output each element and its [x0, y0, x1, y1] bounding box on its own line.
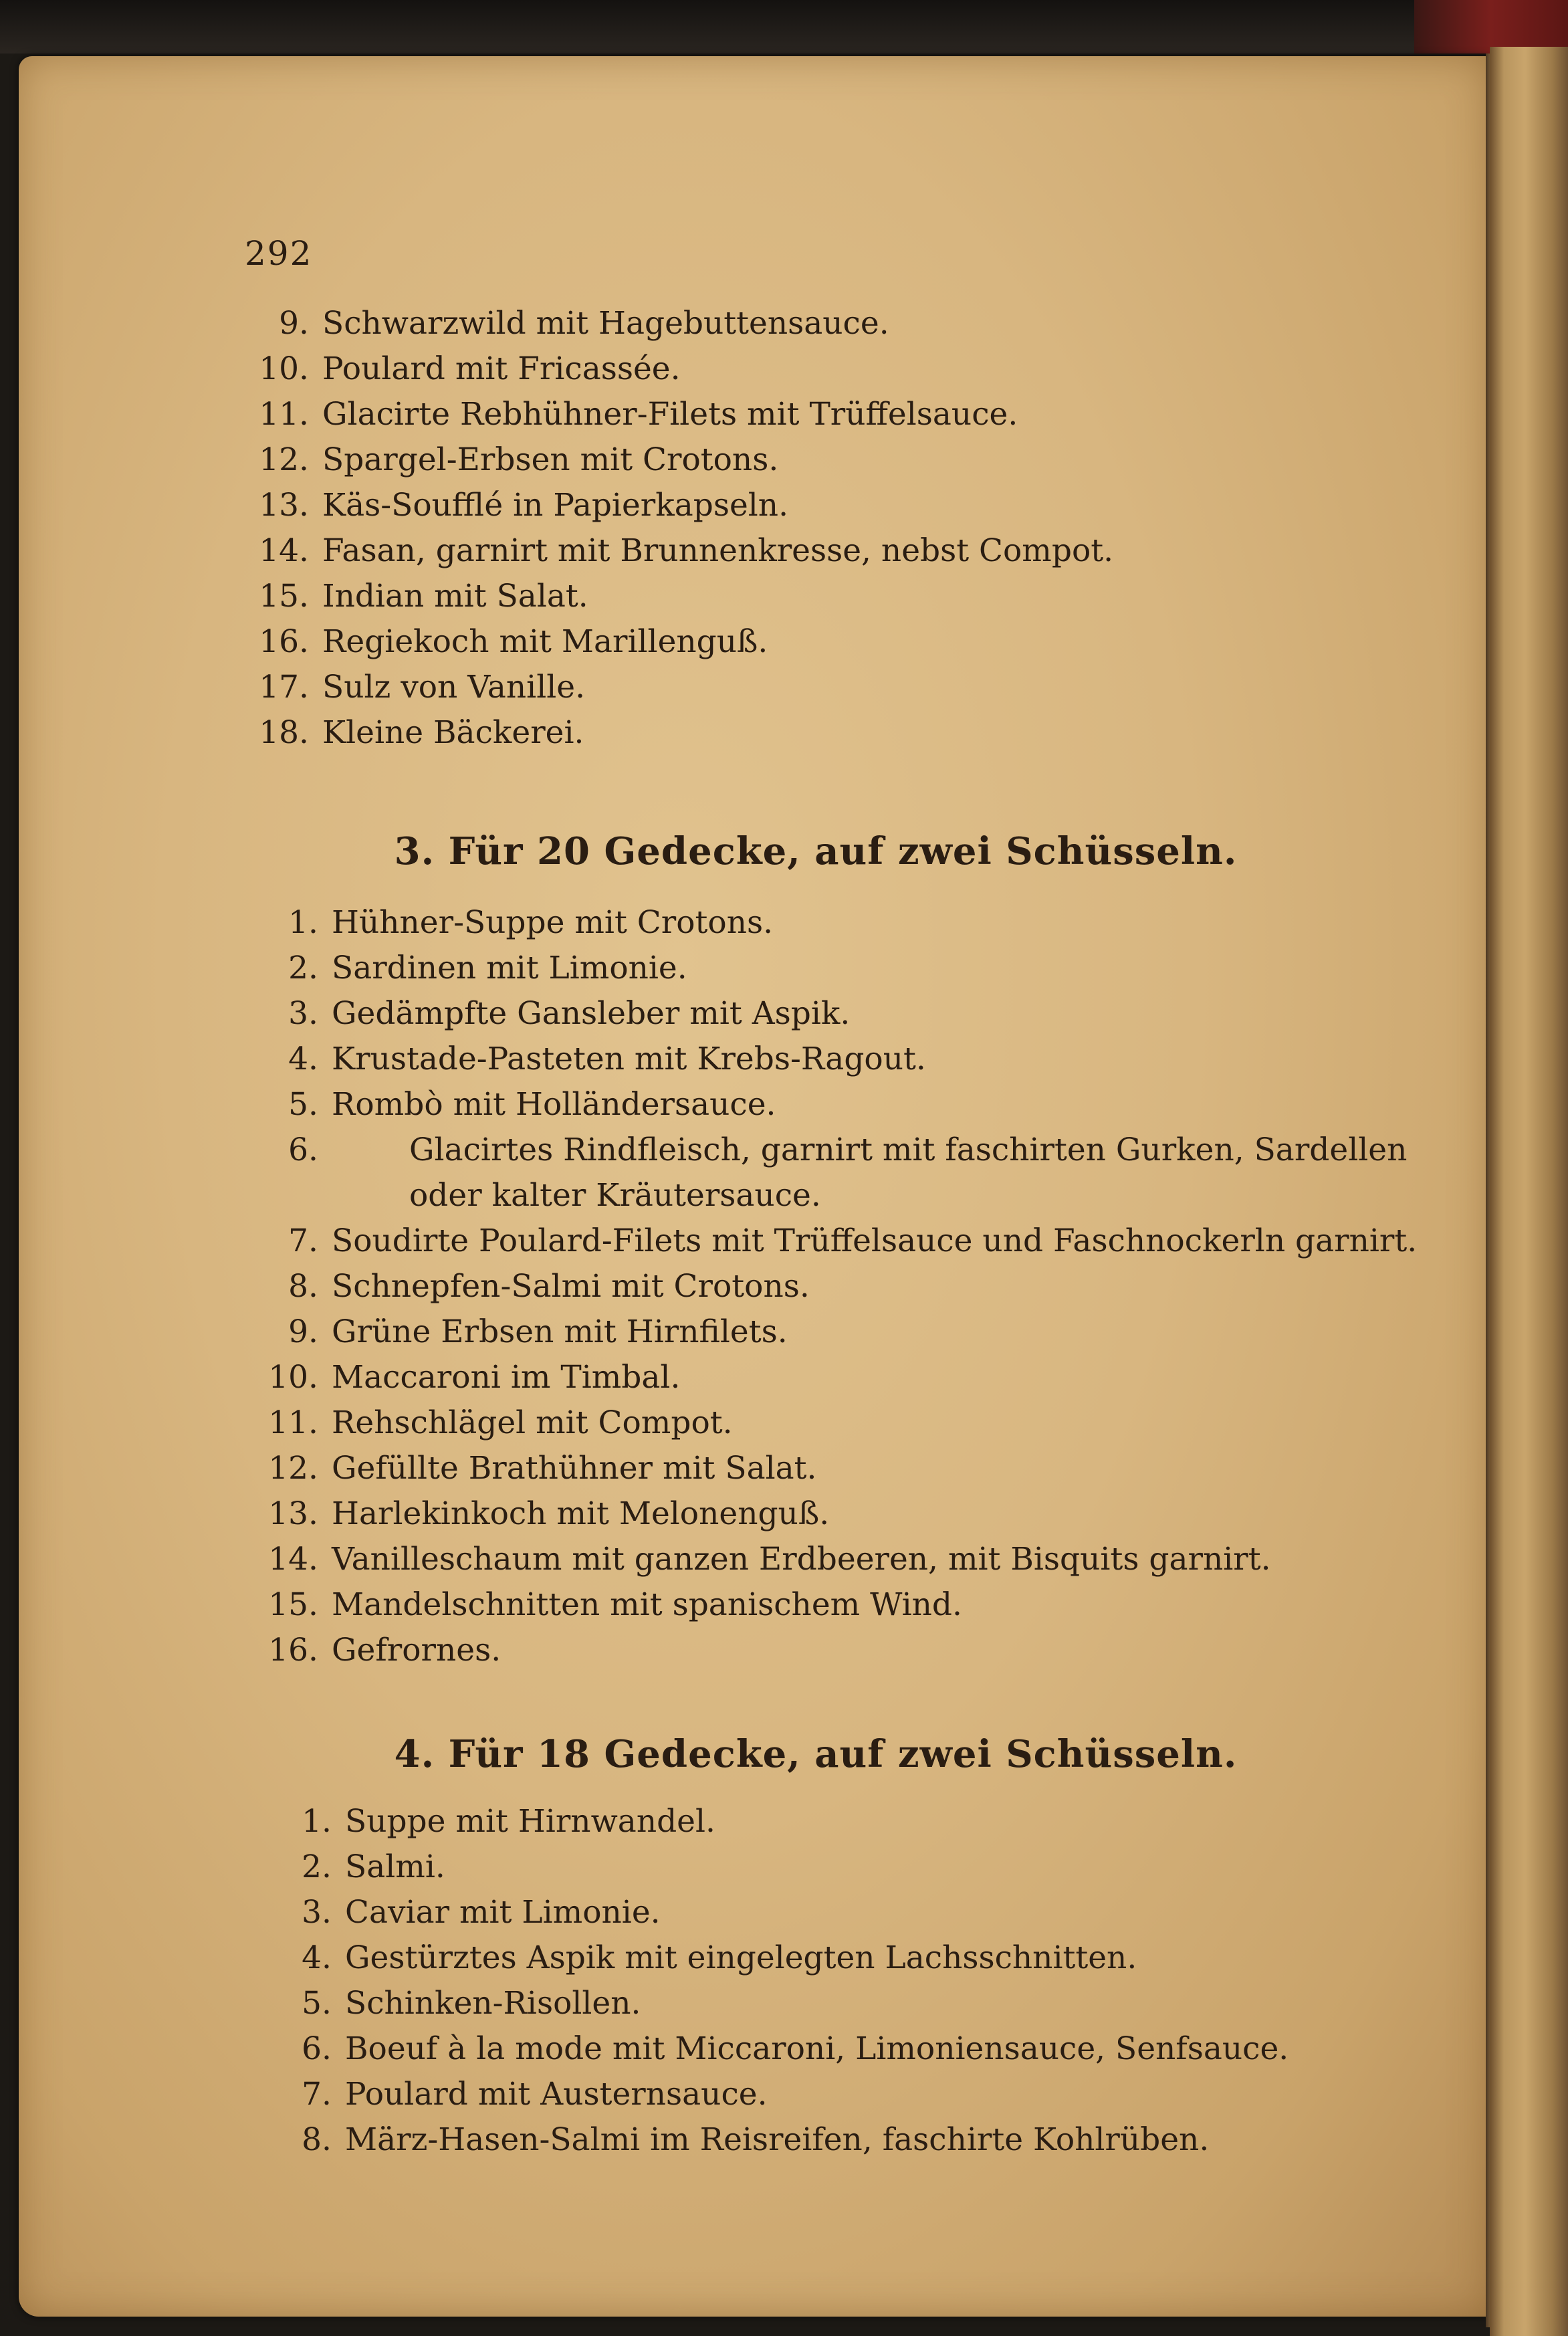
item-number: 5.	[288, 1086, 318, 1123]
list-item	[254, 1082, 1377, 1128]
item-text: Boeuf à la mode mit Miccaroni, Limoniensauce, Senfsauce.	[345, 2030, 1289, 2067]
list-item	[245, 301, 1355, 346]
list-item	[254, 1446, 1377, 1491]
page-number: 292	[245, 234, 313, 273]
list-item	[254, 1037, 1377, 1082]
item-number: 11.	[268, 1404, 318, 1441]
item-number: 6.	[288, 1132, 318, 1168]
item-number: 5.	[302, 1985, 332, 2022]
item-number: 15.	[268, 1586, 318, 1623]
item-text: Suppe mit Hirnwandel.	[345, 1803, 715, 1840]
item-number: 12.	[259, 441, 309, 478]
list-item	[254, 1309, 1377, 1355]
item-text: Fasan, garnirt mit Brunnenkresse, nebst Compot.	[322, 532, 1114, 569]
item-number: 11.	[259, 396, 309, 433]
item-number: 7.	[302, 2076, 332, 2113]
list-item	[254, 991, 1377, 1037]
menu-list-20-covers	[254, 900, 1418, 1673]
item-text: Poulard mit Fricassée.	[322, 350, 681, 387]
item-text: Schwarzwild mit Hagebuttensauce.	[322, 305, 889, 342]
item-number: 9.	[288, 1313, 318, 1350]
list-item	[267, 1890, 1391, 1935]
list-item	[254, 1355, 1377, 1400]
list-item	[267, 1844, 1391, 1890]
list-item	[245, 346, 1355, 392]
item-number: 2.	[288, 950, 318, 986]
item-text: Spargel-Erbsen mit Crotons.	[322, 441, 779, 478]
item-text: Grüne Erbsen mit Hirnfilets.	[332, 1313, 788, 1350]
item-text: Gefüllte Brathühner mit Salat.	[332, 1450, 817, 1487]
item-text: März-Hasen-Salmi im Reisreifen, faschirte Kohlrüben.	[345, 2121, 1210, 2158]
item-number: 17.	[259, 669, 309, 706]
list-item	[254, 946, 1377, 991]
item-text: Schnepfen-Salmi mit Crotons.	[332, 1268, 810, 1305]
item-text: Maccaroni im Timbal.	[332, 1359, 681, 1396]
list-item	[254, 1128, 1408, 1218]
list-item	[267, 2026, 1391, 2072]
list-item	[245, 392, 1355, 437]
list-item	[267, 2117, 1391, 2163]
item-number: 4.	[288, 1041, 318, 1077]
item-text: Glacirtes Rindfleisch, garnirt mit faschirten Gurken, Sardellen oder kalter Kräutersauce.	[409, 1132, 1408, 1214]
item-number: 12.	[268, 1450, 318, 1487]
item-number: 16.	[268, 1632, 318, 1669]
item-number: 13.	[259, 487, 309, 524]
item-text: Gefrornes.	[332, 1632, 501, 1669]
item-text: Gestürztes Aspik mit eingelegten Lachsschnitten.	[345, 1939, 1137, 1976]
item-text: Kleine Bäckerei.	[322, 714, 584, 751]
list-item	[245, 574, 1355, 619]
item-number: 6.	[302, 2030, 332, 2067]
item-number: 8.	[288, 1268, 318, 1305]
list-item	[245, 710, 1355, 756]
item-number: 9.	[279, 305, 309, 342]
list-item	[267, 2072, 1391, 2117]
item-number: 14.	[259, 532, 309, 569]
item-number: 1.	[302, 1803, 332, 1840]
item-text: Rehschlägel mit Compot.	[332, 1404, 733, 1441]
item-number: 18.	[259, 714, 309, 751]
list-item	[254, 1628, 1377, 1673]
item-number: 8.	[302, 2121, 332, 2158]
item-text: Gedämpfte Gansleber mit Aspik.	[332, 995, 851, 1032]
item-number: 3.	[288, 995, 318, 1032]
list-item	[254, 1264, 1377, 1309]
item-text: Regiekoch mit Marillenguß.	[322, 623, 768, 660]
list-item	[254, 1537, 1377, 1582]
list-item	[254, 1491, 1377, 1537]
list-item	[267, 1935, 1391, 1981]
list-item	[245, 665, 1355, 710]
list-item	[245, 619, 1355, 665]
menu-list-18-covers	[267, 1799, 1391, 2163]
item-number: 15.	[259, 578, 309, 615]
list-item	[245, 528, 1355, 574]
item-text: Schinken-Risollen.	[345, 1985, 641, 2022]
item-text: Poulard mit Austernsauce.	[345, 2076, 768, 2113]
item-text: Sulz von Vanille.	[322, 669, 586, 706]
item-text: Indian mit Salat.	[322, 578, 588, 615]
item-text: Mandelschnitten mit spanischem Wind.	[332, 1586, 962, 1623]
list-item	[245, 437, 1355, 483]
section-heading-18-covers: 4. Für 18 Gedecke, auf zwei Schüsseln.	[394, 1732, 1238, 1776]
list-item	[254, 900, 1377, 946]
list-item	[267, 1799, 1391, 1844]
item-text: Soudirte Poulard-Filets mit Trüffelsauce und Faschnockerln garnirt.	[332, 1223, 1418, 1259]
item-number: 1.	[288, 904, 318, 941]
item-number: 16.	[259, 623, 309, 660]
item-text: Salmi.	[345, 1848, 445, 1885]
list-item	[267, 1981, 1391, 2026]
item-text: Caviar mit Limonie.	[345, 1894, 661, 1931]
item-text: Hühner-Suppe mit Crotons.	[332, 904, 774, 941]
item-text: Vanilleschaum mit ganzen Erdbeeren, mit Bisquits garnirt.	[332, 1541, 1271, 1578]
item-text: Harlekinkoch mit Melonenguß.	[332, 1495, 830, 1532]
item-number: 10.	[259, 350, 309, 387]
item-text: Rombò mit Holländersauce.	[332, 1086, 776, 1123]
list-item	[254, 1218, 1418, 1264]
item-text: Krustade-Pasteten mit Krebs-Ragout.	[332, 1041, 926, 1077]
item-text: Sardinen mit Limonie.	[332, 950, 687, 986]
menu-list-continued	[245, 301, 1355, 756]
item-number: 13.	[268, 1495, 318, 1532]
item-text: Glacirte Rebhühner-Filets mit Trüffelsauce.	[322, 396, 1018, 433]
item-number: 3.	[302, 1894, 332, 1931]
section-heading-20-covers: 3. Für 20 Gedecke, auf zwei Schüsseln.	[394, 829, 1238, 873]
list-item	[254, 1400, 1377, 1446]
item-number: 4.	[302, 1939, 332, 1976]
item-text: Käs-Soufflé in Papierkapseln.	[322, 487, 789, 524]
item-number: 7.	[288, 1223, 318, 1259]
list-item	[245, 483, 1355, 528]
item-number: 14.	[268, 1541, 318, 1578]
item-number: 10.	[268, 1359, 318, 1396]
list-item	[254, 1582, 1377, 1628]
item-number: 2.	[302, 1848, 332, 1885]
